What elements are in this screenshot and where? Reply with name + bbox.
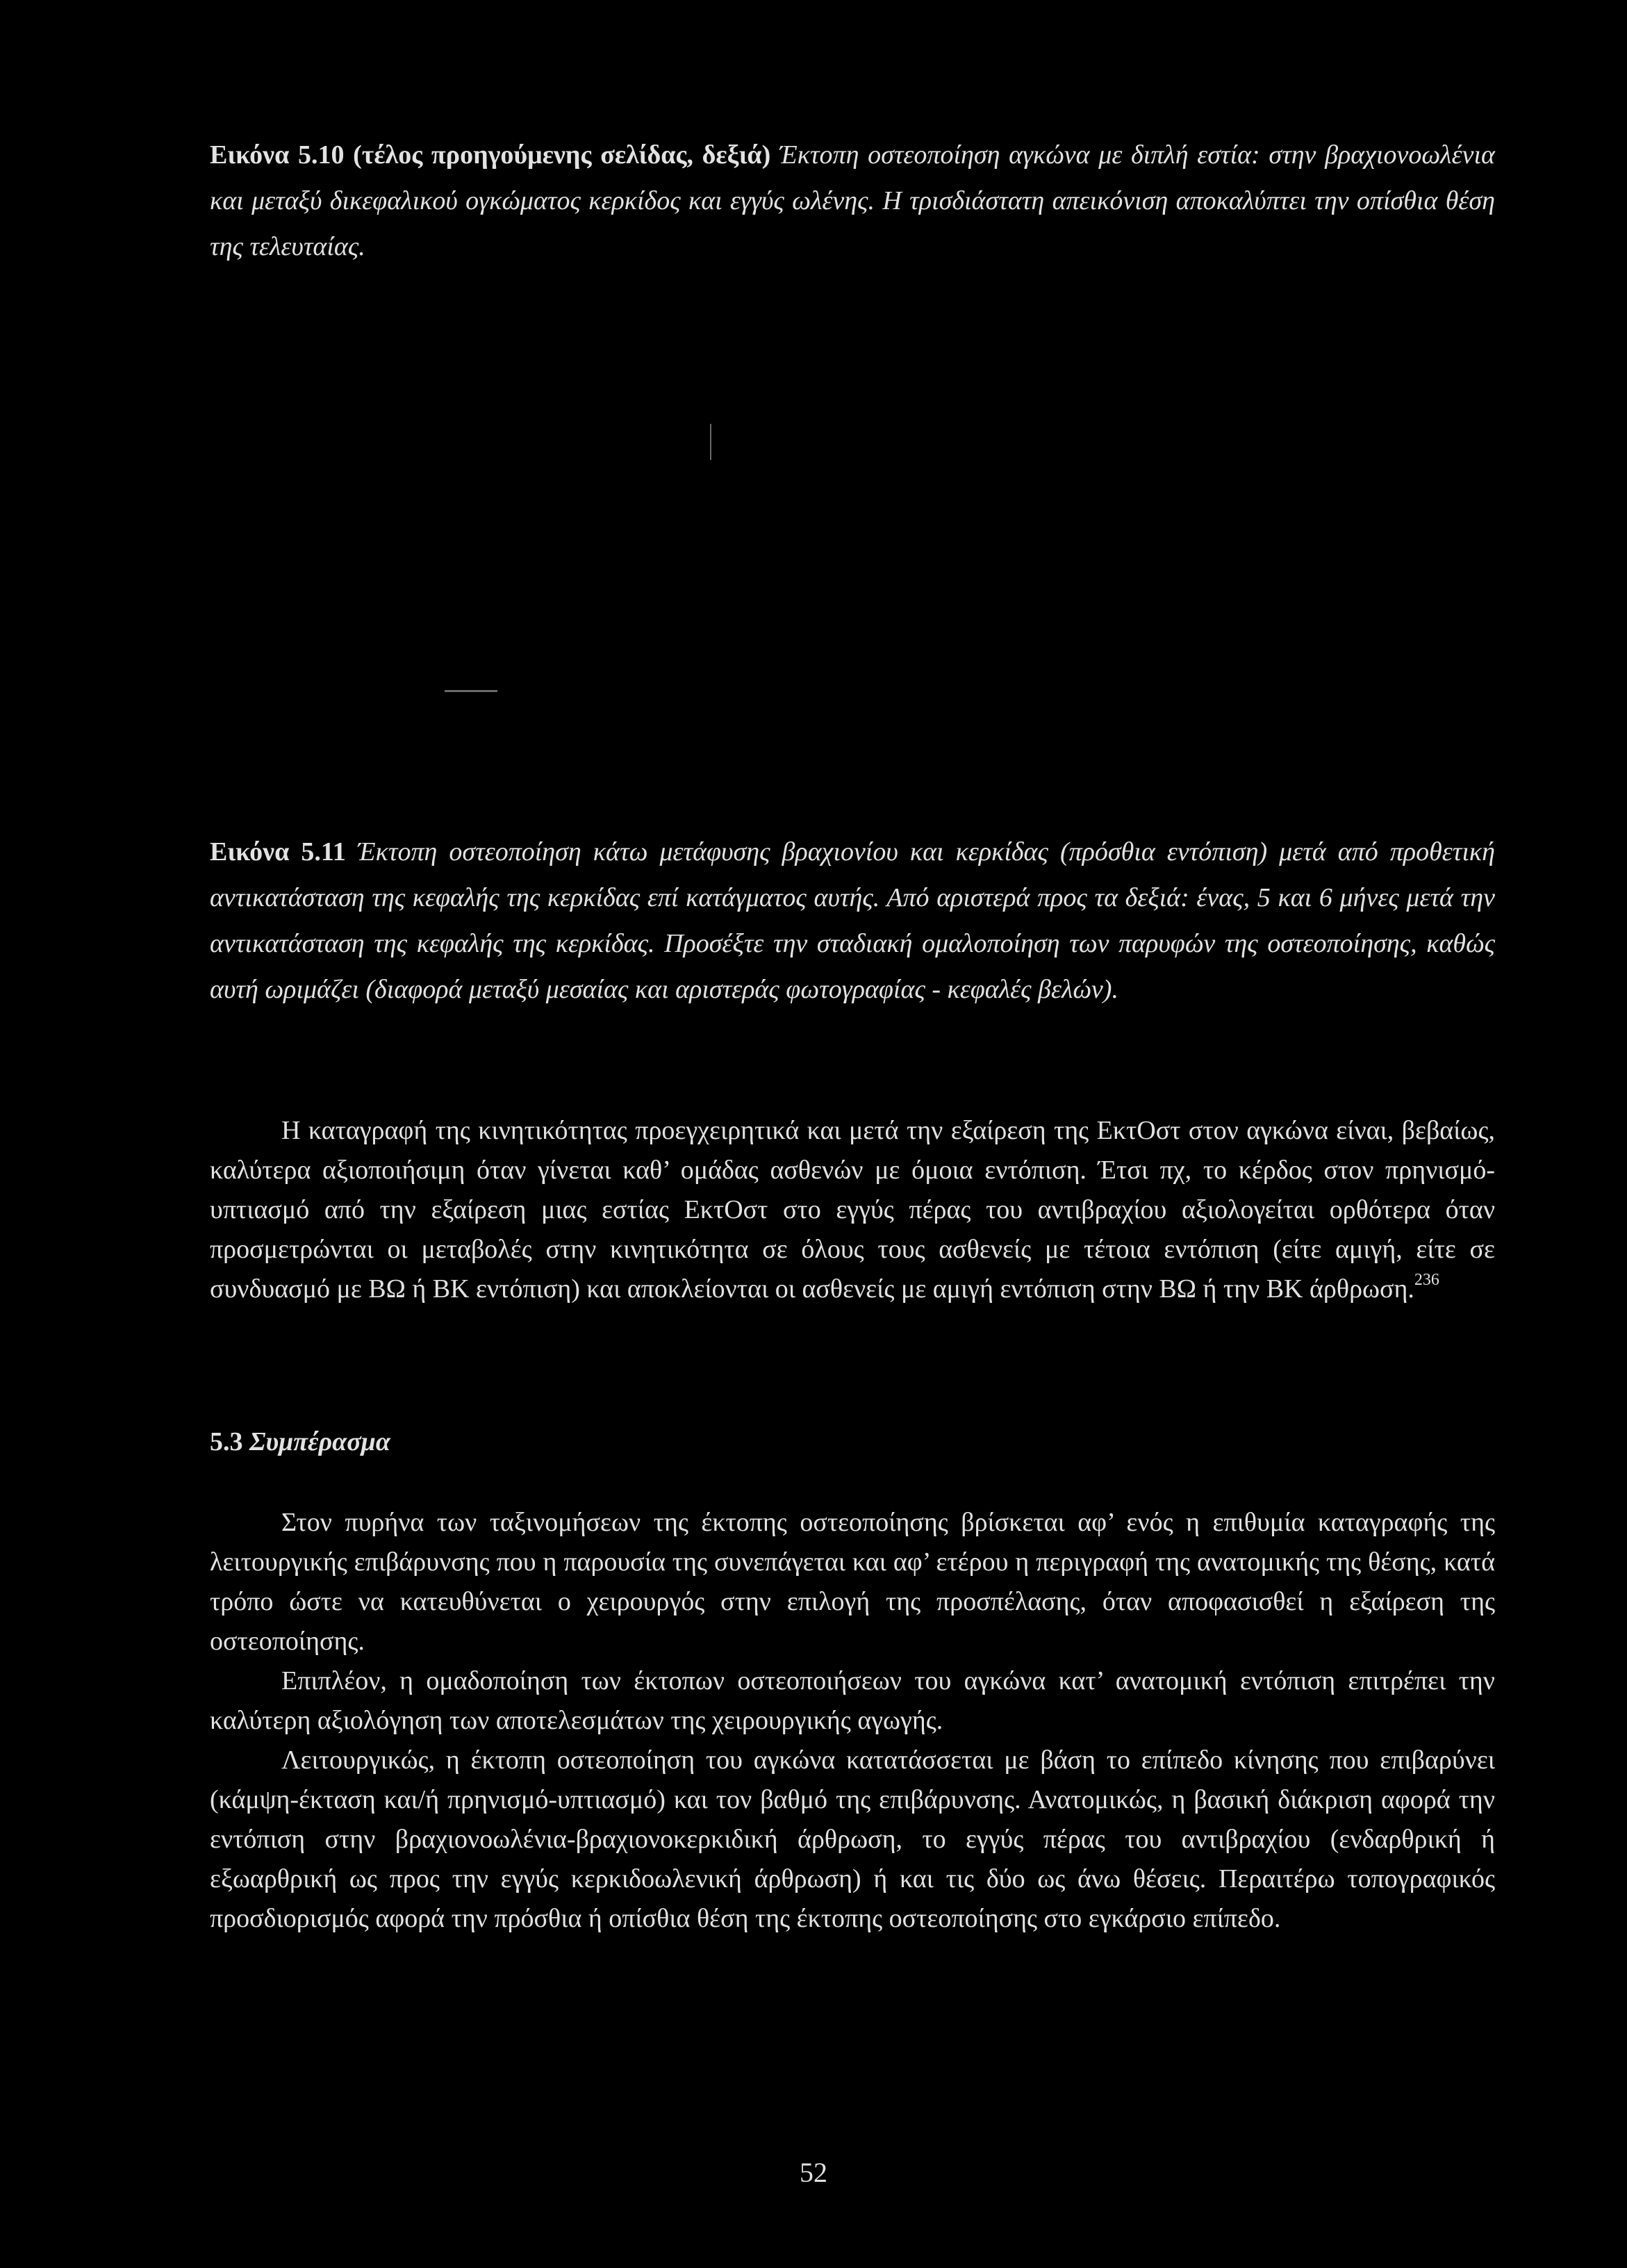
section-heading bbox=[210, 1427, 390, 1457]
section-number: 5.3 bbox=[210, 1427, 243, 1456]
figure-label: Εικόνα 5.11 bbox=[210, 837, 346, 866]
paragraph-text: Επιπλέον, η ομαδοποίηση των έκτοπων οστεοποιήσεων του αγκώνα κατ’ ανατομική εντόπιση επιτρέπει την καλύτερη αξιολόγηση των αποτελεσμάτων της χειρουργικής αγωγής. bbox=[210, 1666, 1495, 1735]
image-artifact-dash bbox=[445, 690, 497, 692]
image-artifact-line bbox=[710, 424, 711, 460]
figure-caption-5-10 bbox=[210, 132, 1495, 270]
paragraph-text: Η καταγραφή της κινητικότητας προεγχειρητικά και μετά την εξαίρεση της ΕκτΟστ στον αγκώνα είναι, βεβαίως, καλύτερα αξιοποιήσιμη όταν γίνεται καθ’ ομάδας ασθενών με όμοια εντόπιση. Έτσι πχ, το κέρδος στον πρηνισμό-υπτιασμό από την εξαίρεση μιας εστίας ΕκτΟστ στο εγγύς πέρας του αντιβραχίου αξιολογείται ορθότερα όταν προσμετρώνται οι μεταβολές στην κινητικότητα σε όλους τους ασθενείς με τέτοια εντόπιση (είτε αμιγή, είτε σε συνδυασμό με ΒΩ ή ΒΚ εντόπιση) και αποκλείονται οι ασθενείς με αμιγή εντόπιση στην ΒΩ ή την ΒΚ άρθρωση. bbox=[210, 1116, 1495, 1304]
conclusion-paragraph bbox=[210, 1741, 1495, 1939]
conclusion-section bbox=[210, 1503, 1495, 1939]
section-title: Συμπέρασμα bbox=[242, 1427, 390, 1456]
conclusion-paragraph bbox=[210, 1503, 1495, 1661]
figure-caption-text: Έκτοπη οστεοποίηση κάτω μετάφυσης βραχιονίου και κερκίδας (πρόσθια εντόπιση) μετά από προθετική αντικατάσταση της κεφαλής της κερκίδας επί κατάγματος αυτής. Από αριστερά προς τα δεξιά: ένας, 5 και 6 μήνες μετά την αντικατάσταση της κεφαλής της κερκίδας. Προσέξτε την σταδιακή ομαλοποίηση των παρυφών της οστεοποίησης, καθώς αυτή ωριμάζει (διαφορά μεταξύ μεσαίας και αριστεράς φωτογραφίας - κεφαλές βελών). bbox=[210, 837, 1495, 1004]
paragraph-text: Λειτουργικώς, η έκτοπη οστεοποίηση του αγκώνα κατατάσσεται με βάση το επίπεδο κίνησης που επιβαρύνει (κάμψη-έκταση και/ή πρηνισμό-υπτιασμό) και τον βαθμό της επιβάρυνσης. Ανατομικώς, η βασική διάκριση αφορά την εντόπιση στην βραχιονοωλένια-βραχιονοκερκιδική άρθρωση, το εγγύς πέρας του αντιβραχίου (ενδαρθρική ή εξωαρθρική ως προς την εγγύς κερκιδοωλενική άρθρωση) ή και τις δύο ως άνω θέσεις. Περαιτέρω τοπογραφικός προσδιορισμός αφορά την πρόσθια ή οπίσθια θέση της έκτοπης οστεοποίησης στο εγκάρσιο επίπεδο. bbox=[210, 1745, 1495, 1933]
page-number: 52 bbox=[800, 2157, 827, 2188]
figure-caption-text: Έκτοπη οστεοποίηση αγκώνα με διπλή εστία: στην βραχιονοωλένια και μεταξύ δικεφαλικού ογκώματος κερκίδος και εγγύς ωλένης. Η τρισδιάστατη απεικόνιση αποκαλύπτει την οπίσθια θέση της τελευταίας. bbox=[210, 140, 1495, 261]
figure-caption-5-11 bbox=[210, 829, 1495, 1012]
conclusion-paragraph bbox=[210, 1661, 1495, 1741]
reference-number: 236 bbox=[1414, 1271, 1439, 1289]
figure-label: Εικόνα 5.10 (τέλος προηγούμενης σελίδας, δεξιά) bbox=[210, 140, 771, 170]
paragraph-text: Στον πυρήνα των ταξινομήσεων της έκτοπης οστεοποίησης βρίσκεται αφ’ ενός η επιθυμία καταγραφής της λειτουργικής επιβάρυνσης που η παρουσία της συνεπάγεται και αφ’ ετέρου η περιγραφή της ανατομικής της θέσης, κατά τρόπο ώστε να κατευθύνεται ο χειρουργός στην επιλογή της προσπέλασης, όταν αποφασισθεί η εξαίρεση της οστεοποίησης. bbox=[210, 1508, 1495, 1656]
body-paragraph bbox=[210, 1111, 1495, 1309]
